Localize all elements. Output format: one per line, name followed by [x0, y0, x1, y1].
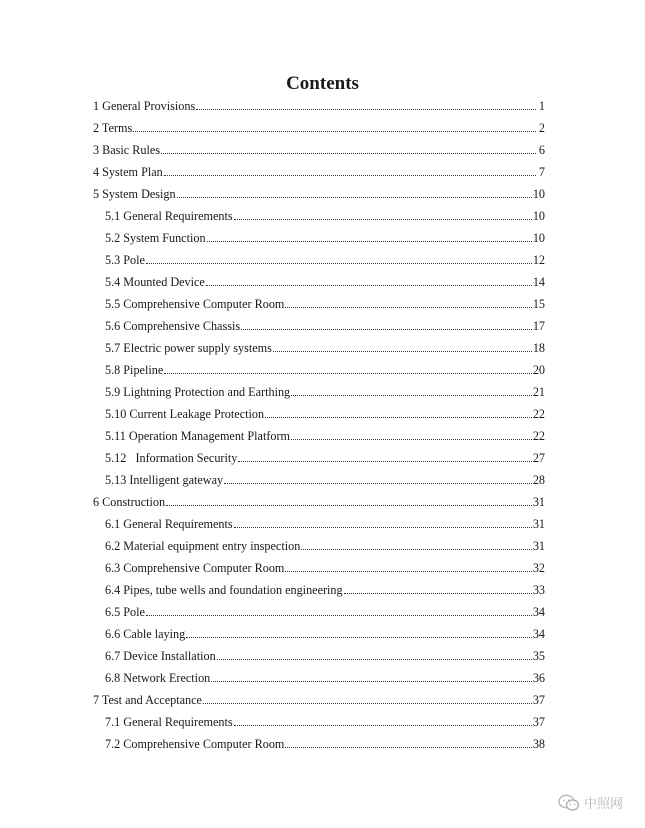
toc-entry-label: 5.5 Comprehensive Computer Room	[105, 297, 285, 311]
toc-entry	[105, 448, 545, 468]
toc-entry-page-number: 37	[532, 693, 545, 707]
toc-entry-page-number: 1	[538, 99, 545, 113]
toc-entry-page-number: 14	[532, 275, 545, 289]
toc-entry-label: 4 System Plan	[93, 165, 163, 179]
dot-leader	[203, 702, 532, 704]
toc-entry	[105, 316, 545, 336]
toc-entry-label: 7 Test and Acceptance	[93, 693, 202, 707]
toc-entry-label: 5.2 System Function	[105, 231, 206, 245]
toc-entry	[105, 580, 545, 600]
toc-entry-page-number: 10	[532, 231, 545, 245]
dot-leader	[285, 306, 531, 308]
dot-leader	[234, 218, 532, 220]
toc-entry-page-number: 34	[532, 605, 545, 619]
toc-entry	[105, 514, 545, 534]
toc-entry-page-number: 34	[532, 627, 545, 641]
toc-entry	[105, 668, 545, 688]
toc-entry-label: 6.6 Cable laying	[105, 627, 186, 641]
toc-entry-page-number: 2	[538, 121, 545, 135]
toc-entry-page-number: 20	[532, 363, 545, 377]
dot-leader	[238, 460, 531, 462]
toc-entry-page-number: 10	[532, 187, 545, 201]
toc-entry	[105, 470, 545, 490]
toc-entry-label: 6.1 General Requirements	[105, 517, 233, 531]
wechat-icon	[558, 794, 580, 812]
toc-entry	[105, 360, 545, 380]
toc-entry-label: 5.11 Operation Management Platform	[105, 429, 291, 443]
dot-leader	[217, 658, 532, 660]
toc-entry-label: 5.7 Electric power supply systems	[105, 341, 272, 355]
toc-entry	[93, 184, 545, 204]
toc-entry	[105, 734, 545, 754]
toc-entry-page-number: 21	[532, 385, 545, 399]
toc-entry-label: 6.2 Material equipment entry inspection	[105, 539, 301, 553]
toc-entry	[105, 558, 545, 578]
toc-entry-page-number: 27	[532, 451, 545, 465]
toc-entry-label: 2 Terms	[93, 121, 133, 135]
toc-entry-label: 5.10 Current Leakage Protection	[105, 407, 265, 421]
toc-entry-label: 6.4 Pipes, tube wells and foundation engineering	[105, 583, 343, 597]
toc-entry	[105, 426, 545, 446]
toc-entry	[93, 118, 545, 138]
toc-entry-label: 5.4 Mounted Device	[105, 275, 205, 289]
dot-leader	[291, 394, 532, 396]
toc-entry-label: 5.13 Intelligent gateway	[105, 473, 224, 487]
toc-entry	[105, 404, 545, 424]
toc-entry-label: 1 General Provisions	[93, 99, 196, 113]
watermark	[558, 793, 623, 812]
dot-leader	[234, 724, 532, 726]
toc-entry-label: 5.8 Pipeline	[105, 363, 164, 377]
dot-leader	[224, 482, 532, 484]
dot-leader	[344, 592, 532, 594]
toc-entry-page-number: 15	[532, 297, 545, 311]
toc-entry	[105, 382, 545, 402]
toc-entry-label: 7.1 General Requirements	[105, 715, 233, 729]
toc-entry-label: 5.9 Lightning Protection and Earthing	[105, 385, 291, 399]
toc-entry-label: 5.3 Pole	[105, 253, 145, 267]
dot-leader	[206, 284, 532, 286]
toc-entry	[105, 206, 545, 226]
dot-leader	[166, 504, 532, 506]
toc-entry-page-number: 7	[538, 165, 545, 179]
toc-entry-page-number: 31	[532, 517, 545, 531]
toc-entry-page-number: 38	[532, 737, 545, 751]
toc-entry	[105, 536, 545, 556]
page-title: Contents	[286, 73, 359, 94]
toc-entry	[105, 624, 545, 644]
toc-entry-page-number: 31	[532, 495, 545, 509]
toc-entry-label: 6.3 Comprehensive Computer Room	[105, 561, 285, 575]
toc-entry-label: 3 Basic Rules	[93, 143, 161, 157]
toc-entry	[93, 690, 545, 710]
toc-entry-page-number: 10	[532, 209, 545, 223]
toc-entry-label: 6.5 Pole	[105, 605, 145, 619]
toc-entry	[93, 140, 545, 160]
toc-entry	[93, 492, 545, 512]
dot-leader	[285, 746, 531, 748]
dot-leader	[186, 636, 532, 638]
toc-entry-page-number: 32	[532, 561, 545, 575]
toc-entry-page-number: 28	[532, 473, 545, 487]
dot-leader	[196, 108, 536, 110]
toc-entry-page-number: 17	[532, 319, 545, 333]
dot-leader	[164, 372, 532, 374]
toc-entry	[105, 272, 545, 292]
toc-entry	[105, 646, 545, 666]
dot-leader	[146, 614, 532, 616]
toc-entry-label: 6.8 Network Erection	[105, 671, 211, 685]
toc-entry-page-number: 36	[532, 671, 545, 685]
toc-entry	[105, 250, 545, 270]
toc-entry-page-number: 33	[532, 583, 545, 597]
toc-entry	[105, 294, 545, 314]
dot-leader	[146, 262, 532, 264]
dot-leader	[234, 526, 532, 528]
toc-entry-page-number: 37	[532, 715, 545, 729]
toc-entry	[105, 338, 545, 358]
dot-leader	[211, 680, 532, 682]
dot-leader	[207, 240, 532, 242]
dot-leader	[273, 350, 532, 352]
toc-entry	[105, 712, 545, 732]
toc-entry-label: 6 Construction	[93, 495, 166, 509]
toc-entry-page-number: 12	[532, 253, 545, 267]
dot-leader	[285, 570, 531, 572]
toc-entry-page-number: 18	[532, 341, 545, 355]
dot-leader	[265, 416, 532, 418]
dot-leader	[161, 152, 536, 154]
dot-leader	[133, 130, 536, 132]
watermark-text: 中照网	[583, 797, 623, 812]
toc-entry	[105, 602, 545, 622]
toc-entry-label: 5.1 General Requirements	[105, 209, 233, 223]
toc-entry-page-number: 22	[532, 407, 545, 421]
dot-leader	[177, 196, 532, 198]
dot-leader	[241, 328, 532, 330]
toc-entry	[105, 228, 545, 248]
toc-entry-page-number: 35	[532, 649, 545, 663]
toc-entry-label: 6.7 Device Installation	[105, 649, 216, 663]
dot-leader	[164, 174, 536, 176]
toc-entry-page-number: 31	[532, 539, 545, 553]
toc-entry-page-number: 6	[538, 143, 545, 157]
dot-leader	[301, 548, 532, 550]
toc-entry-label: 5.12 Information Security	[105, 451, 238, 465]
toc-entry-label: 5 System Design	[93, 187, 176, 201]
toc-entry-label: 5.6 Comprehensive Chassis	[105, 319, 241, 333]
toc-entry-page-number: 22	[532, 429, 545, 443]
dot-leader	[291, 438, 532, 440]
toc-entry-label: 7.2 Comprehensive Computer Room	[105, 737, 285, 751]
toc-entry	[93, 96, 545, 116]
toc-entry	[93, 162, 545, 182]
